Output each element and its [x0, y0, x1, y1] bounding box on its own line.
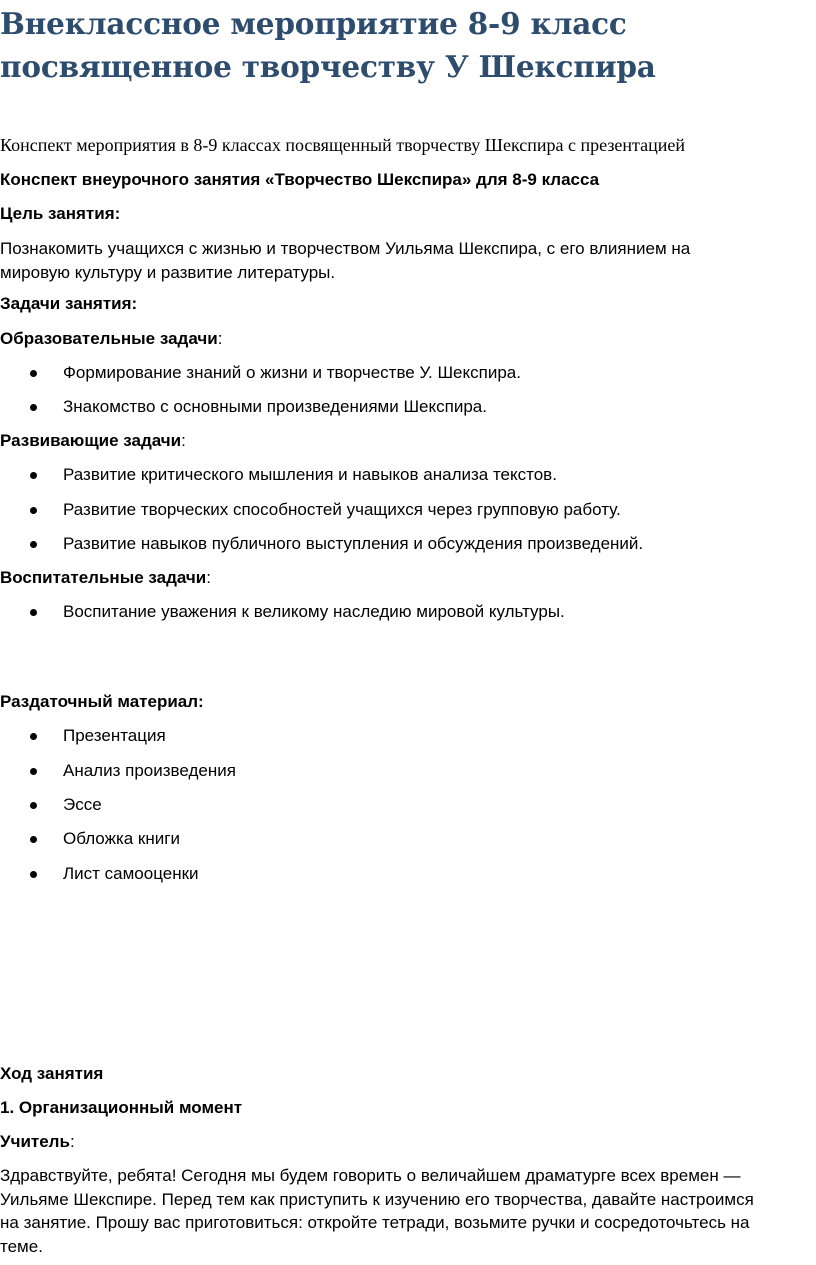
speech-line-3: на занятие. Прошу вас приготовиться: откройте тетради, возьмите ручки и сосредоточьтесь на	[0, 1213, 750, 1232]
list-item	[0, 499, 816, 521]
list-item	[0, 362, 816, 384]
speech-line-2: Уильяме Шекспире. Перед тем как приступить к изучению его творчества, давайте настроимся	[0, 1189, 754, 1209]
intro-text: Конспект мероприятия в 8-9 классах посвященный творчеству Шекспира с презентацией	[0, 135, 686, 155]
bullet-icon	[30, 507, 37, 514]
goal-line-2: мировую культуру и развитие литературы.	[0, 262, 336, 282]
bullet-icon	[30, 609, 37, 616]
list-item	[0, 725, 816, 747]
list-item-text: Развитие творческих способностей учащихся через групповую работу.	[63, 500, 621, 519]
document-title	[0, 2, 816, 88]
list-item	[0, 863, 816, 885]
progress-heading: Ход занятия	[0, 1064, 104, 1083]
bullet-icon	[30, 404, 37, 411]
speech-line-1: Здравствуйте, ребята! Сегодня мы будем говорить о величайшем драматурге всех времен —	[0, 1166, 741, 1185]
list-item-text: Воспитание уважения к великому наследию мировой культуры.	[63, 602, 565, 621]
bullet-icon	[30, 472, 37, 479]
educational-heading	[0, 328, 222, 350]
teacher-heading	[0, 1131, 75, 1153]
developing-label: Развивающие задачи	[0, 431, 182, 450]
bullet-icon	[30, 802, 37, 809]
educational-label: Образовательные задачи	[0, 329, 218, 348]
upbringing-colon: :	[206, 568, 211, 587]
bullet-icon	[30, 370, 37, 377]
goal-text	[0, 237, 816, 284]
list-item-text: Лист самооценки	[63, 864, 199, 883]
list-item	[0, 396, 816, 418]
handout-label: Раздаточный материал:	[0, 692, 204, 711]
list-item-text: Знакомство с основными произведениями Шекспира.	[63, 397, 487, 416]
tasks-label: Задачи занятия:	[0, 294, 138, 313]
upbringing-heading	[0, 567, 211, 589]
list-item-text: Презентация	[63, 726, 166, 745]
list-item	[0, 533, 816, 555]
bullet-icon	[30, 768, 37, 775]
bullet-icon	[30, 733, 37, 740]
teacher-speech	[0, 1164, 816, 1258]
teacher-label: Учитель	[0, 1132, 70, 1151]
bullet-icon	[30, 871, 37, 878]
developing-colon: :	[181, 431, 186, 450]
list-item-text: Анализ произведения	[63, 761, 236, 780]
list-item-text: Эссе	[63, 795, 102, 814]
list-item-text: Обложка книги	[63, 829, 180, 848]
list-item	[0, 794, 816, 816]
title-line-2: посвященное творчеству У Шекспира	[0, 49, 656, 84]
list-item-text: Развитие навыков публичного выступления и обсуждения произведений.	[63, 534, 644, 553]
list-item-text: Развитие критического мышления и навыков анализа текстов.	[63, 465, 557, 484]
bullet-icon	[30, 836, 37, 843]
org-moment-heading: 1. Организационный момент	[0, 1098, 243, 1117]
list-item-text: Формирование знаний о жизни и творчестве У. Шекспира.	[63, 363, 521, 382]
speech-line-4: теме.	[0, 1236, 43, 1256]
list-item	[0, 601, 816, 623]
teacher-colon: :	[69, 1132, 75, 1151]
upbringing-label: Воспитательные задачи	[0, 568, 207, 587]
educational-colon: :	[217, 329, 223, 348]
list-item	[0, 464, 816, 486]
title-line-1: Внеклассное мероприятие 8-9 класс	[0, 6, 627, 41]
developing-heading	[0, 430, 186, 452]
lesson-heading: Конспект внеурочного занятия «Творчество Шекспира» для 8-9 класса	[0, 170, 600, 189]
list-item	[0, 760, 816, 782]
goal-line-1: Познакомить учащихся с жизнью и творчеством Уильяма Шекспира, с его влиянием на	[0, 239, 691, 258]
bullet-icon	[30, 541, 37, 548]
goal-label: Цель занятия:	[0, 204, 121, 223]
list-item	[0, 828, 816, 850]
